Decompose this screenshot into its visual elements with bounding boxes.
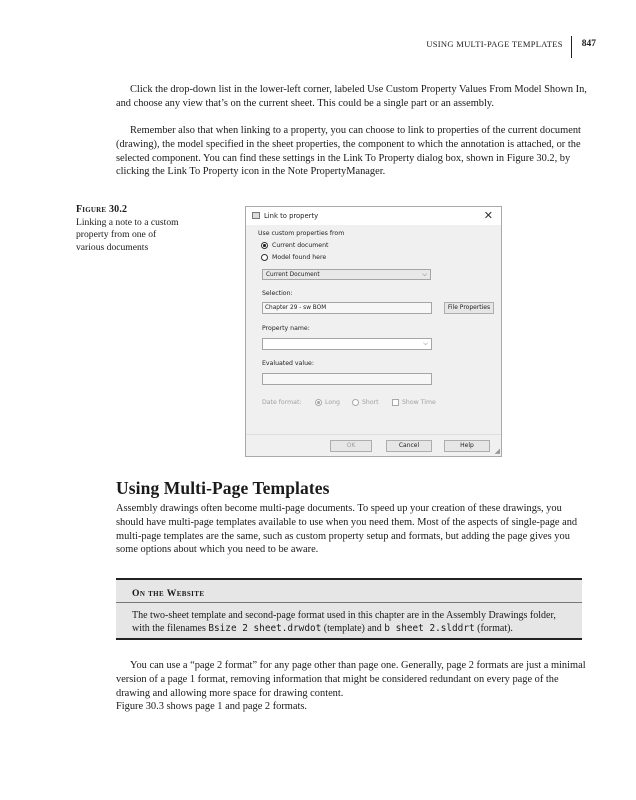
chevron-down-icon: ⌵ <box>422 270 427 278</box>
radio-date-short[interactable] <box>352 399 359 406</box>
template-filename: Bsize 2 sheet.drwdot <box>208 623 322 635</box>
sidebar-text-part: (format). <box>474 623 513 635</box>
link-to-property-dialog <box>245 206 502 457</box>
ok-button[interactable]: OK <box>330 440 372 452</box>
property-name-dropdown[interactable] <box>262 338 432 350</box>
paragraph-continuation: Figure 30.3 shows page 1 and page 2 formats. <box>116 701 308 713</box>
close-icon[interactable]: ✕ <box>483 209 493 222</box>
chevron-down-icon: ⌵ <box>423 339 428 347</box>
radio-current-document-label: Current document <box>272 242 329 249</box>
help-button[interactable]: Help <box>444 440 490 452</box>
sidebar-text-part: The two-sheet template and second-page format used in this chapter are in the Assembly Drawings folder, with the filenames <box>132 610 556 635</box>
dialog-title: Link to property <box>264 212 319 220</box>
document-dropdown[interactable] <box>262 269 431 280</box>
cancel-button[interactable]: Cancel <box>386 440 432 452</box>
date-format-label: Date format: <box>262 399 302 406</box>
selection-field[interactable] <box>262 302 432 314</box>
radio-current-document[interactable] <box>261 242 268 249</box>
paragraph-4 <box>116 659 588 714</box>
group-label: Use custom properties from <box>258 230 345 237</box>
property-name-label: Property name: <box>262 325 310 332</box>
paragraph-3 <box>116 502 588 557</box>
paragraph-text: Click the drop-down list in the lower-left corner, labeled Use Custom Property Values From Model Shown In, and choose any view that’s on the current sheet. This could be a single part or an assembly. <box>116 84 587 109</box>
figure-caption-text: Linking a note to a custom property from one of various documents <box>76 216 179 253</box>
window-icon <box>252 212 260 219</box>
paragraph-text: Remember also that when linking to a property, you can choose to link to properties of the current document (drawing), the model specified in the sheet properties, the component to which the annotation is attached, or the selected component. You can find these settings in the Link To Property dialog box, shown in Figure 30.2, by clicking the Link To Property icon in the Note PropertyManager. <box>116 125 581 178</box>
section-heading: Using Multi-Page Templates <box>116 478 330 498</box>
radio-model-found-here-label: Model found here <box>272 254 327 261</box>
resize-grip-icon[interactable]: ◢ <box>494 447 500 455</box>
show-time-checkbox[interactable] <box>392 399 399 406</box>
sidebar-divider <box>116 602 582 603</box>
paragraph-2 <box>116 124 588 179</box>
sidebar-text-part: (template) and <box>321 623 385 635</box>
radio-date-long-label: Long <box>325 399 340 406</box>
paragraph-text: Assembly drawings often become multi-page documents. To speed up your creation of these drawings, you should have multi-page templates available to use when you need them. Most of the aspects of single-page and multi-page templates are the same, such as custom property setup and formats, but adding the page gives you some options about which you need to be aware. <box>116 503 578 556</box>
file-properties-button[interactable]: File Properties <box>444 302 494 314</box>
format-filename: b sheet 2.slddrt <box>384 623 475 635</box>
dialog-footer <box>246 434 501 456</box>
selection-value: Chapter 29 - sw BOM <box>265 305 327 311</box>
evaluated-value-label: Evaluated value: <box>262 360 314 367</box>
evaluated-value-field <box>262 373 432 385</box>
figure-title: Figure 30.2 <box>76 204 128 215</box>
radio-date-short-label: Short <box>362 399 379 406</box>
sidebar-title: On the Website <box>132 588 205 599</box>
show-time-label: Show Time <box>402 399 436 406</box>
radio-date-long[interactable] <box>315 399 322 406</box>
running-title: USING MULTI-PAGE TEMPLATES <box>426 39 563 49</box>
sidebar-text <box>132 609 576 636</box>
paragraph-1 <box>116 83 588 111</box>
selection-label: Selection: <box>262 290 293 297</box>
running-header <box>426 36 596 52</box>
dialog-titlebar <box>246 207 501 225</box>
page-number: 847 <box>581 39 596 49</box>
figure-caption <box>76 204 186 254</box>
document-dropdown-value: Current Document <box>266 271 320 278</box>
radio-model-found-here[interactable] <box>261 254 268 261</box>
website-sidebar <box>116 578 582 640</box>
paragraph-text: You can use a “page 2 format” for any page other than page one. Generally, page 2 formats are just a minimal version of a page 1 format, removing information that might be considered redundant on every page of the drawing and allowing more space for drawing content. <box>116 660 586 699</box>
